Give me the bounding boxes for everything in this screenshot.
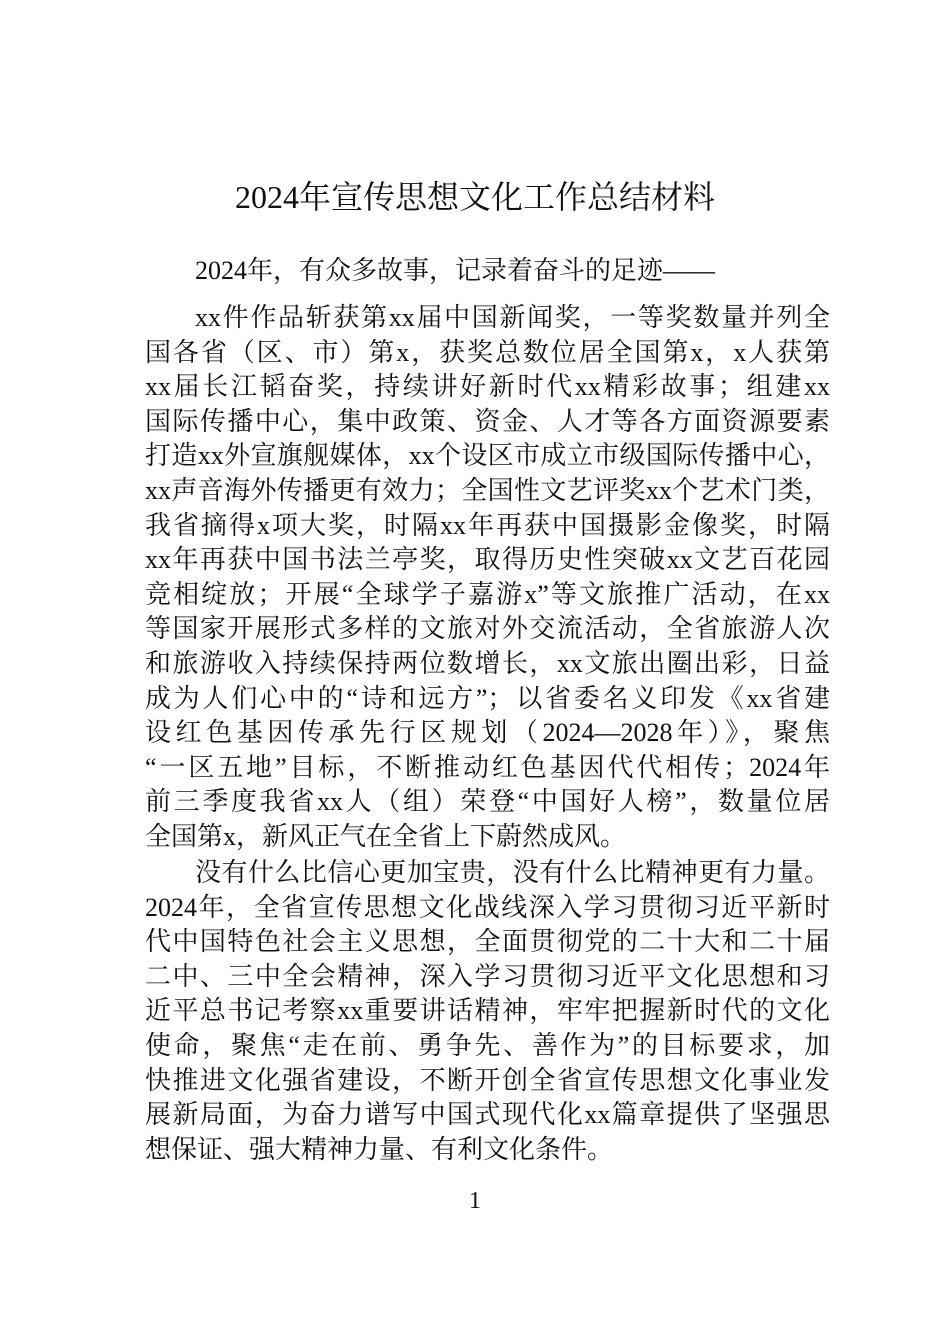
paragraph-line: 竞相绽放；开展“全球学子嘉游x”等文旅推广活动，在xx <box>145 579 830 609</box>
paragraph-line: 展新局面，为奋力谱写中国式现代化xx篇章提供了坚强思 <box>145 1100 830 1130</box>
document-title: 2024年宣传思想文化工作总结材料 <box>234 179 715 215</box>
paragraph-line: 国际传播中心，集中政策、资金、人才等各方面资源要素 <box>145 406 830 436</box>
paragraph-line: 想保证、强大精神力量、有利文化条件。 <box>145 1134 614 1164</box>
paragraph-line: 国各省（区、市）第x，获奖总数位居全国第x，x人获第 <box>145 337 830 367</box>
paragraph-line: xx声音海外传播更有效力；全国性文艺评奖xx个艺术门类， <box>145 476 830 505</box>
paragraph-line: 2024年，全省宣传思想文化战线深入学习贯彻习近平新时 <box>145 892 830 922</box>
paragraph-line: 我省摘得x项大奖，时隔xx年再获中国摄影金像奖，时隔 <box>145 510 830 540</box>
paragraph-line: 打造xx外宣旗舰媒体，xx个设区市成立市级国际传播中心， <box>145 441 830 471</box>
paragraph-line: 没有什么比信心更加宝贵，没有什么比精神更有力量。 <box>195 858 830 887</box>
paragraph-line: 全国第x，新风正气在全省上下蔚然成风。 <box>145 822 627 851</box>
paragraph-line: 和旅游收入持续保持两位数增长，xx文旅出圈出彩，日益 <box>145 649 830 678</box>
paragraph-line: xx件作品斩获第xx届中国新闻奖，一等奖数量并列全 <box>195 303 830 332</box>
paragraph-line: 快推进文化强省建设，不断开创全省宣传思想文化事业发 <box>145 1065 830 1095</box>
paragraph-line: 近平总书记考察xx重要讲话精神，牢牢把握新时代的文化 <box>145 996 830 1026</box>
paragraph-line: “一区五地”目标，不断推动红色基因代代相传；2024年 <box>145 752 830 782</box>
page-number: 1 <box>469 1188 481 1214</box>
paragraph-line: 使命，聚焦“走在前、勇争先、善作为”的目标要求，加 <box>145 1031 830 1060</box>
paragraph-line: 二中、三中全会精神，深入学习贯彻习近平文化思想和习 <box>145 961 830 991</box>
paragraph-line: 前三季度我省xx人（组）荣登“中国好人榜”，数量位居 <box>145 787 830 817</box>
paragraph-line: 2024年，有众多故事，记录着奋斗的足迹—— <box>195 256 716 285</box>
paragraph-line: 成为人们心中的“诗和远方”；以省委名义印发《xx省建 <box>145 683 830 713</box>
paragraph-line: 代中国特色社会主义思想，全面贯彻党的二十大和二十届 <box>145 927 830 957</box>
paragraph-line: xx年再获中国书法兰亭奖，取得历史性突破xx文艺百花园 <box>145 545 830 575</box>
paragraph-line: 等国家开展形式多样的文旅对外交流活动，全省旅游人次 <box>145 614 830 644</box>
paragraph-line: xx届长江韬奋奖，持续讲好新时代xx精彩故事；组建xx <box>145 372 830 402</box>
paragraph-line: 设红色基因传承先行区规划（2024—2028年）》，聚焦 <box>145 718 830 748</box>
